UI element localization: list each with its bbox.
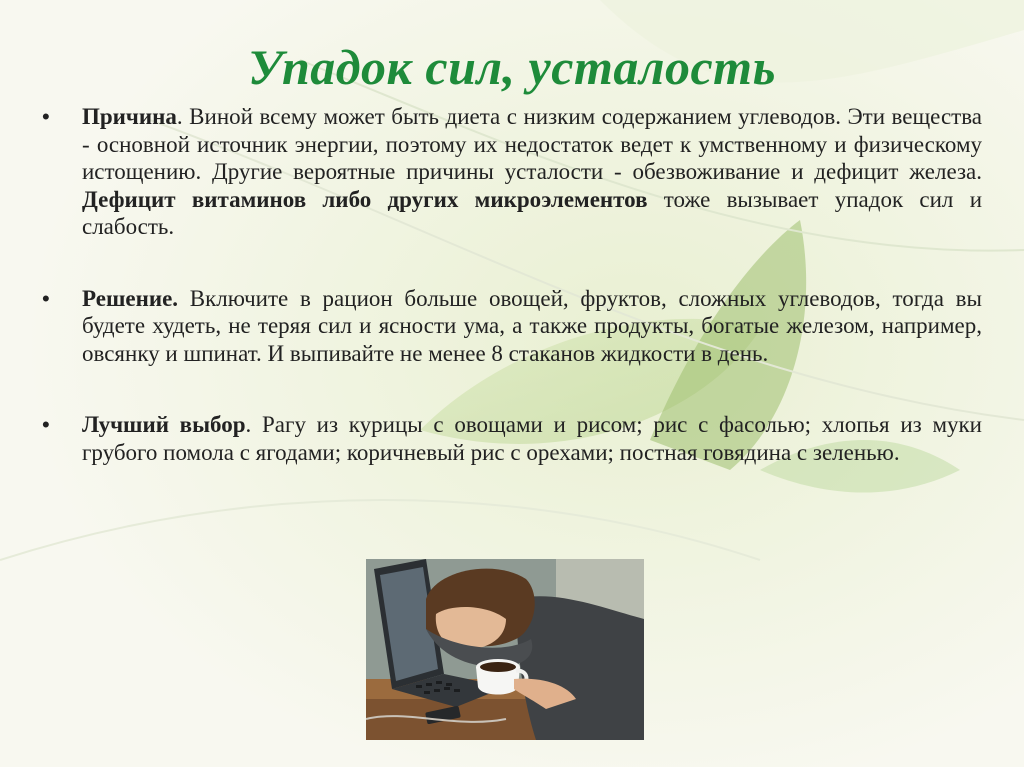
bullet-solution-lead: Решение. <box>82 285 179 311</box>
bullet-best-choice-text <box>82 411 982 466</box>
bullet-list <box>42 103 982 510</box>
bullet-cause <box>42 103 982 241</box>
bullet-best-choice <box>42 411 982 466</box>
bullet-solution-body: Включите в рацион больше овощей, фруктов, сложных углеводов, тогда вы будете худеть, не теряя сил и ясности ума, а также продукты, богатые железом, например, овсянку и шпинат. И выпивайте не менее 8 стаканов жидкости в день. <box>82 285 982 366</box>
bullet-marker: • <box>42 104 50 129</box>
bullet-solution <box>42 285 982 368</box>
bullet-cause-text <box>82 103 982 241</box>
bullet-cause-body: . Виной всему может быть диета с низким содержанием углеводов. Эти вещества - основной источник энергии, поэтому их недостаток ведет к умственному и физическому истощению. Другие вероятные причины усталости - обезвоживание и дефицит железа. <box>82 104 982 184</box>
bullet-cause-tail: тоже вызывает упадок сил и слабость. <box>82 186 983 239</box>
bullet-cause-lead: Причина <box>82 104 177 129</box>
tired-woman-photo <box>366 559 644 740</box>
bullet-best-choice-lead: Лучший выбор <box>82 412 246 437</box>
bullet-best-choice-body: . Рагу из курицы с овощами и рисом; рис с фасолью; хлопья из муки грубого помола с ягодами; коричневый рис с орехами; постная говядина с зеленью. <box>82 412 982 465</box>
slide-title: Упадок сил, усталость <box>248 39 776 95</box>
tired-woman-illustration <box>366 559 644 740</box>
bullet-solution-text <box>82 285 982 368</box>
bullet-cause-bold-phrase: Дефицит витаминов либо других микроэлементов <box>82 186 648 212</box>
bullet-marker: • <box>42 412 50 437</box>
bullet-marker: • <box>42 285 50 311</box>
